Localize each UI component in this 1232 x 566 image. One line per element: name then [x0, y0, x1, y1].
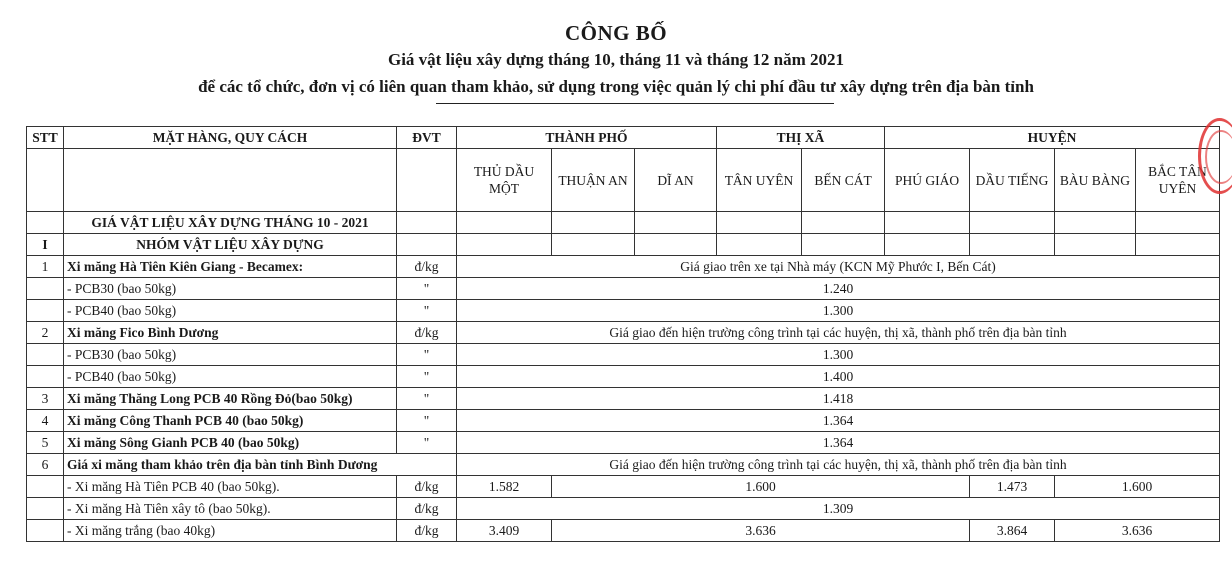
group-row [27, 234, 1220, 256]
row-stt: 6 [27, 454, 64, 476]
table-row [27, 256, 1220, 278]
table-row [27, 322, 1220, 344]
row-value: 1.300 [457, 300, 1220, 322]
row-unit: " [397, 388, 457, 410]
row-stt: 1 [27, 256, 64, 278]
price-table [26, 126, 1220, 542]
row-unit: đ/kg [397, 476, 457, 498]
row-stt: 4 [27, 410, 64, 432]
row-value: 1.400 [457, 366, 1220, 388]
row-note: Giá giao đến hiện trường công trình tại các huyện, thị xã, thành phố trên địa bàn tỉnh [457, 322, 1220, 344]
row-stt [27, 520, 64, 542]
col-phu-giao: PHÚ GIÁO [885, 149, 970, 212]
row-name: - PCB40 (bao 50kg) [64, 300, 397, 322]
row-stt [27, 366, 64, 388]
row-unit: đ/kg [397, 498, 457, 520]
table-row [27, 388, 1220, 410]
table-row [27, 498, 1220, 520]
table-row [27, 454, 1220, 476]
row-unit: " [397, 432, 457, 454]
table-row [27, 344, 1220, 366]
row-value-rest: 3.636 [1055, 520, 1220, 542]
subheader-row [27, 149, 1220, 212]
col-tan-uyen: TÂN UYÊN [717, 149, 802, 212]
col-ben-cat: BẾN CÁT [802, 149, 885, 212]
row-value: 1.364 [457, 410, 1220, 432]
row-value-mid: 1.600 [552, 476, 970, 498]
row-note: Giá giao trên xe tại Nhà máy (KCN Mỹ Phước I, Bến Cát) [457, 256, 1220, 278]
row-name: Xi măng Fico Bình Dương [64, 322, 397, 344]
row-value: 1.418 [457, 388, 1220, 410]
table-row [27, 520, 1220, 542]
row-unit: đ/kg [397, 322, 457, 344]
col-group-town: THỊ XÃ [717, 127, 885, 149]
row-unit: " [397, 278, 457, 300]
document-subtitle-purpose: để các tổ chức, đơn vị có liên quan tham khảo, sử dụng trong việc quản lý chi phí đầu tư xây dựng trên địa bàn tỉnh [198, 77, 1034, 96]
document-subtitle: Giá vật liệu xây dựng tháng 10, tháng 11 và tháng 12 năm 2021 [387, 50, 845, 69]
title-underline [436, 103, 834, 104]
row-name: Xi măng Công Thanh PCB 40 (bao 50kg) [64, 410, 397, 432]
row-name: - PCB30 (bao 50kg) [64, 344, 397, 366]
table-row [27, 278, 1220, 300]
row-unit: " [397, 300, 457, 322]
table-row [27, 476, 1220, 498]
row-unit: " [397, 410, 457, 432]
row-name: - Xi măng Hà Tiên PCB 40 (bao 50kg). [64, 476, 397, 498]
col-stt: STT [27, 127, 64, 149]
row-stt [27, 498, 64, 520]
row-value-mid: 3.636 [552, 520, 970, 542]
row-name: Xi măng Hà Tiên Kiên Giang - Becamex: [64, 256, 397, 278]
row-value-thu-dau-mot: 3.409 [457, 520, 552, 542]
row-name: - PCB30 (bao 50kg) [64, 278, 397, 300]
row-value-dau-tieng: 1.473 [970, 476, 1055, 498]
row-name: - Xi măng Hà Tiên xây tô (bao 50kg). [64, 498, 397, 520]
row-name: Xi măng Sông Gianh PCB 40 (bao 50kg) [64, 432, 397, 454]
col-bau-bang: BÀU BÀNG [1055, 149, 1136, 212]
row-stt [27, 344, 64, 366]
row-name: Xi măng Thăng Long PCB 40 Rồng Đỏ(bao 50kg) [64, 388, 397, 410]
table-row [27, 300, 1220, 322]
table-row [27, 432, 1220, 454]
row-stt: 3 [27, 388, 64, 410]
col-thuan-an: THUẬN AN [552, 149, 635, 212]
table-row [27, 366, 1220, 388]
col-bac-tan-uyen: BẮC TÂN UYÊN [1136, 149, 1220, 212]
row-note: Giá giao đến hiện trường công trình tại các huyện, thị xã, thành phố trên địa bàn tỉnh [457, 454, 1220, 476]
group-stt: I [27, 234, 64, 256]
row-value-thu-dau-mot: 1.582 [457, 476, 552, 498]
col-group-city: THÀNH PHỐ [457, 127, 717, 149]
red-seal-stamp-inner [1205, 130, 1232, 184]
row-unit: " [397, 366, 457, 388]
row-value: 1.240 [457, 278, 1220, 300]
row-value-dau-tieng: 3.864 [970, 520, 1055, 542]
group-name: NHÓM VẬT LIỆU XÂY DỰNG [64, 234, 397, 256]
row-value-rest: 1.600 [1055, 476, 1220, 498]
col-dau-tieng: DẦU TIẾNG [970, 149, 1055, 212]
row-name: Giá xi măng tham khảo trên địa bàn tỉnh Bình Dương [64, 454, 457, 476]
col-thu-dau-mot: THỦ DẦU MỘT [457, 149, 552, 212]
section-title: GIÁ VẬT LIỆU XÂY DỰNG THÁNG 10 - 2021 [64, 212, 397, 234]
row-name: - PCB40 (bao 50kg) [64, 366, 397, 388]
row-unit: đ/kg [397, 520, 457, 542]
col-di-an: DĨ AN [635, 149, 717, 212]
document-title: CÔNG BỐ [564, 21, 668, 45]
row-unit: " [397, 344, 457, 366]
table-row [27, 410, 1220, 432]
row-unit: đ/kg [397, 256, 457, 278]
row-stt [27, 300, 64, 322]
row-value: 1.309 [457, 498, 1220, 520]
section-title-row [27, 212, 1220, 234]
row-value: 1.364 [457, 432, 1220, 454]
col-unit: ĐVT [397, 127, 457, 149]
row-value: 1.300 [457, 344, 1220, 366]
row-stt: 5 [27, 432, 64, 454]
row-name: - Xi măng trắng (bao 40kg) [64, 520, 397, 542]
row-stt [27, 278, 64, 300]
row-stt: 2 [27, 322, 64, 344]
header-row [27, 127, 1220, 149]
col-group-district: HUYỆN [885, 127, 1220, 149]
row-stt [27, 476, 64, 498]
col-item: MẶT HÀNG, QUY CÁCH [64, 127, 397, 149]
